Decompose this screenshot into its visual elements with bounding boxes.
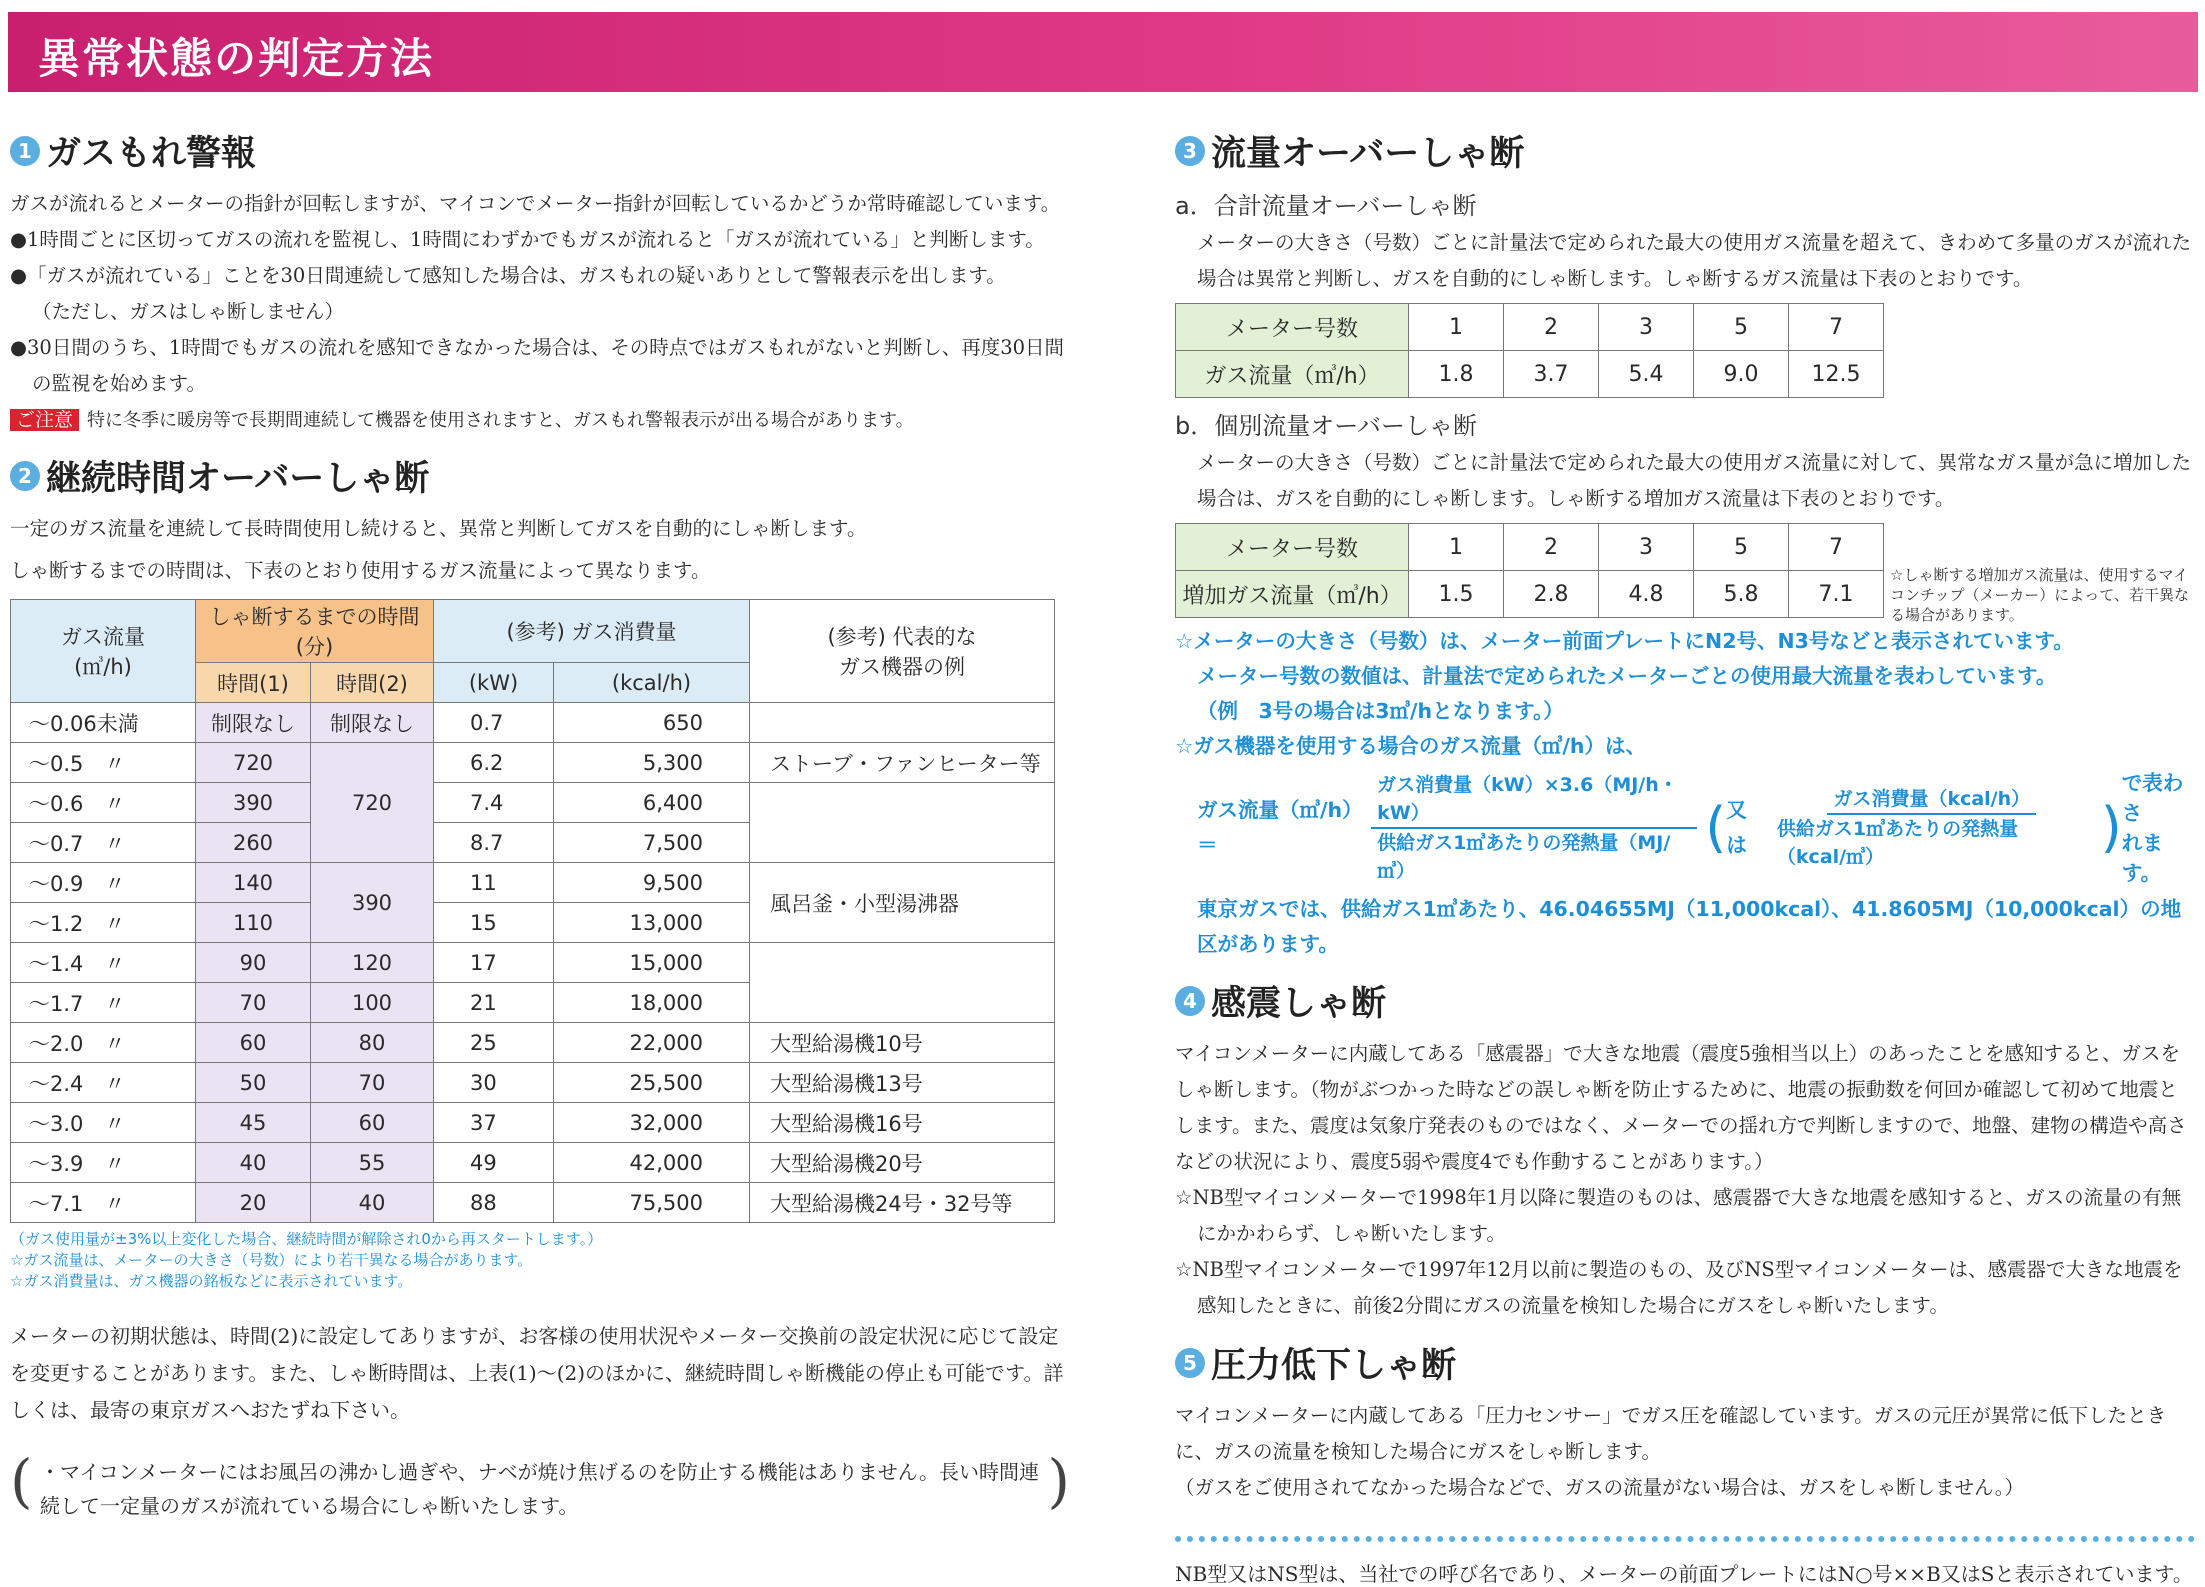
th-app-line1: (参考) 代表的な bbox=[827, 625, 977, 649]
cell-value: 2.8 bbox=[1504, 571, 1599, 618]
sec2-p2: しゃ断するまでの時間は、下表のとおり使用するガス流量によって異なります。 bbox=[10, 559, 711, 582]
cell-size: 3 bbox=[1599, 524, 1694, 571]
cell-size: 7 bbox=[1789, 304, 1884, 351]
th-flow-label: ガス流量 bbox=[61, 625, 145, 649]
th-consume: (参考) ガス消費量 bbox=[434, 600, 750, 663]
cell-kcal: 22,000 bbox=[554, 1023, 750, 1063]
table-row bbox=[11, 863, 1055, 903]
table-row bbox=[11, 1103, 1055, 1143]
caution-text: 特に冬季に暖房等で長期間連続して機器を使用されますと、ガスもれ警報表示が出る場合があります。 bbox=[87, 410, 914, 431]
th-app bbox=[750, 600, 1055, 703]
cell-kcal: 15,000 bbox=[554, 943, 750, 983]
formula-2-numerator: ガス消費量（kcal/h） bbox=[1827, 785, 2036, 815]
cell-flow: ～3.9 〃 bbox=[11, 1143, 196, 1183]
cell-time2: 55 bbox=[311, 1143, 434, 1183]
cell-time2: 制限なし bbox=[311, 703, 434, 743]
cell-app: 大型給湯機20号 bbox=[750, 1143, 1055, 1183]
cell-kcal: 7,500 bbox=[554, 823, 750, 863]
section-5-heading bbox=[1175, 1338, 2195, 1388]
cell-flow: ～0.7 〃 bbox=[11, 823, 196, 863]
table-row bbox=[1176, 571, 1884, 618]
cell-flow: ～7.1 〃 bbox=[11, 1183, 196, 1223]
formula-or: 又は bbox=[1726, 798, 1747, 857]
sec3-b-text: メーターの大きさ（号数）ごとに計量法で定められた最大の使用ガス流量に対して、異常なガス量が急に増加した場合は、ガスを自動的にしゃ断します。しゃ断する増加ガス流量は下表のとおりです。 bbox=[1197, 451, 2192, 510]
number-5-icon: 5 bbox=[1175, 1348, 1205, 1378]
cell-kcal: 75,500 bbox=[554, 1183, 750, 1223]
blue-note-4: ☆ガス機器を使用する場合のガス流量（㎥/h）は、 bbox=[1175, 734, 1646, 758]
cell-value: 12.5 bbox=[1789, 351, 1884, 398]
table-note-1: （ガス使用量が±3%以上変化した場合、継続時間が解除され0から再スタートします。） bbox=[10, 1230, 603, 1248]
section-5-title: 圧力低下しゃ断 bbox=[1211, 1346, 1457, 1386]
th-time2: 時間(2) bbox=[311, 663, 434, 703]
table-row bbox=[11, 1183, 1055, 1223]
cell-flow: ～2.0 〃 bbox=[11, 1023, 196, 1063]
formula-1-denominator: 供給ガス1㎥あたりの発熱量（MJ/㎥） bbox=[1377, 832, 1671, 882]
sec4-star-2: ☆NB型マイコンメーターで1997年12月以前に製造のもの、及びNS型マイコンメーターは、感震器で大きな地震を感知したときに、前後2分間にガスの流量を検知した場合にガスをしゃ断いたします。 bbox=[1175, 1258, 2183, 1317]
section-1-title: ガスもれ警報 bbox=[46, 134, 257, 174]
cell-kw: 17 bbox=[434, 943, 554, 983]
sec1-bullet-2: ●「ガスが流れている」ことを30日間連続して感知した場合は、ガスもれの疑いありとして警報表示を出します。 bbox=[10, 264, 1006, 287]
paren-open: ( bbox=[1705, 796, 1727, 859]
sec1-bullet-2-note: （ただし、ガスはしゃ断しません） bbox=[32, 300, 345, 323]
cell-value: 9.0 bbox=[1694, 351, 1789, 398]
formula-fraction-1 bbox=[1371, 771, 1697, 885]
formula-tail-1: で表わさ bbox=[2121, 771, 2184, 825]
sec1-caution bbox=[10, 402, 1070, 439]
left-column bbox=[10, 120, 1070, 1531]
th-flow-unit: (㎥/h) bbox=[74, 655, 132, 679]
cell-kw: 11 bbox=[434, 863, 554, 903]
formula-lhs: ガス流量（㎥/h）＝ bbox=[1197, 798, 1363, 857]
cell-size: 5 bbox=[1694, 304, 1789, 351]
th-kw: (kW) bbox=[434, 663, 554, 703]
cell-kw: 88 bbox=[434, 1183, 554, 1223]
cell-time1: 制限なし bbox=[196, 703, 311, 743]
table-row bbox=[11, 743, 1055, 783]
cell-size: 1 bbox=[1409, 304, 1504, 351]
section-2-heading bbox=[10, 451, 1070, 501]
cell-size: 2 bbox=[1504, 304, 1599, 351]
cell-kw: 7.4 bbox=[434, 783, 554, 823]
formula-fraction-2 bbox=[1771, 785, 2093, 871]
cell-label: メーター号数 bbox=[1176, 304, 1409, 351]
cell-kw: 25 bbox=[434, 1023, 554, 1063]
section-1-heading bbox=[10, 126, 1070, 176]
table-row bbox=[1176, 351, 1884, 398]
table-row bbox=[11, 783, 1055, 823]
th-flow bbox=[11, 600, 196, 703]
cell-app: 大型給湯機13号 bbox=[750, 1063, 1055, 1103]
cell-app: 大型給湯機16号 bbox=[750, 1103, 1055, 1143]
cell-kcal: 6,400 bbox=[554, 783, 750, 823]
cell-kw: 30 bbox=[434, 1063, 554, 1103]
footer-note: NB型又はNS型は、当社での呼び名であり、メーターの前面プレートにはN○号××B又はSと表示されています。 bbox=[1175, 1536, 2195, 1587]
individual-flow-table bbox=[1175, 523, 1884, 618]
cell-size: 1 bbox=[1409, 524, 1504, 571]
sec2-p1: 一定のガス流量を連続して長時間使用し続けると、異常と判断してガスを自動的にしゃ断します。 bbox=[10, 517, 867, 540]
cell-time1: 40 bbox=[196, 1143, 311, 1183]
sec2-p3: メーターの初期状態は、時間(2)に設定してありますが、お客様の使用状況やメーター交換前の設定状況に応じて設定を変更することがあります。また、しゃ断時間は、上表(1)～(2)のほかに、継続時間しゃ断機能の停止も可能です。詳しくは、最寄の東京ガスへおたずね下さい。 bbox=[10, 1324, 1064, 1422]
number-2-icon: 2 bbox=[10, 461, 40, 491]
cell-app bbox=[750, 943, 1055, 1023]
cell-flow: ～0.06未満 bbox=[11, 703, 196, 743]
formula-2-denominator: 供給ガス1㎥あたりの発熱量（kcal/㎥） bbox=[1776, 818, 2019, 868]
table-row bbox=[11, 1023, 1055, 1063]
section-4-title: 感震しゃ断 bbox=[1211, 984, 1387, 1024]
section-4-heading bbox=[1175, 976, 2195, 1026]
duration-table bbox=[10, 599, 1055, 1223]
table-row bbox=[11, 1063, 1055, 1103]
section-2-title: 継続時間オーバーしゃ断 bbox=[46, 459, 430, 499]
side-note: ☆しゃ断する増加ガス流量は、使用するマイコンチップ（メーカー）によって、若干異なる場合があります。 bbox=[1890, 566, 2189, 624]
cell-app: 大型給湯機24号・32号等 bbox=[750, 1183, 1055, 1223]
cell-value: 5.8 bbox=[1694, 571, 1789, 618]
cell-kcal: 5,300 bbox=[554, 743, 750, 783]
cell-time1: 50 bbox=[196, 1063, 311, 1103]
cell-value: 1.8 bbox=[1409, 351, 1504, 398]
number-1-icon: 1 bbox=[10, 136, 40, 166]
sec3-a-text: メーターの大きさ（号数）ごとに計量法で定められた最大の使用ガス流量を超えて、きわめて多量のガスが流れた場合は異常と判断し、ガスを自動的にしゃ断します。しゃ断するガス流量は下表のとおりです。 bbox=[1197, 231, 2192, 290]
cell-value: 7.1 bbox=[1789, 571, 1884, 618]
cell-time1: 260 bbox=[196, 823, 311, 863]
sec4-star-1: ☆NB型マイコンメーターで1998年1月以降に製造のものは、感震器で大きな地震を感知すると、ガスの流量の有無にかかわらず、しゃ断いたします。 bbox=[1175, 1186, 2182, 1245]
formula-1-numerator: ガス消費量（kW）×3.6（MJ/h・kW） bbox=[1371, 771, 1697, 829]
cell-time2: 70 bbox=[311, 1063, 434, 1103]
number-3-icon: 3 bbox=[1175, 136, 1205, 166]
blue-note-5: 東京ガスでは、供給ガス1㎥あたり、46.04655MJ（11,000kcal）、41.8605MJ（10,000kcal）の地区があります。 bbox=[1197, 897, 2182, 956]
table-note-3: ☆ガス消費量は、ガス機器の銘板などに表示されています。 bbox=[10, 1272, 413, 1290]
cell-size: 2 bbox=[1504, 524, 1599, 571]
cell-value: 5.4 bbox=[1599, 351, 1694, 398]
table-row bbox=[11, 1143, 1055, 1183]
cell-size: 5 bbox=[1694, 524, 1789, 571]
cell-app: ストーブ・ファンヒーター等 bbox=[750, 743, 1055, 783]
section-3-heading bbox=[1175, 126, 2195, 176]
cell-kw: 0.7 bbox=[434, 703, 554, 743]
cell-time1: 110 bbox=[196, 903, 311, 943]
cell-value: 1.5 bbox=[1409, 571, 1504, 618]
right-column bbox=[1175, 120, 2195, 1587]
cell-kw: 8.7 bbox=[434, 823, 554, 863]
sec1-bullet-1: ●1時間ごとに区切ってガスの流れを監視し、1時間にわずかでもガスが流れると「ガスが流れている」と判断します。 bbox=[10, 228, 1045, 251]
th-app-line2: ガス機器の例 bbox=[839, 655, 965, 679]
sec3-b-heading: b．個別流量オーバーしゃ断 bbox=[1175, 412, 1478, 440]
title-banner bbox=[8, 12, 2198, 92]
cell-flow: ～0.9 〃 bbox=[11, 863, 196, 903]
cell-kcal: 13,000 bbox=[554, 903, 750, 943]
cell-kcal: 25,500 bbox=[554, 1063, 750, 1103]
formula-tail bbox=[2122, 768, 2195, 888]
table-note-2: ☆ガス流量は、メーターの大きさ（号数）により若干異なる場合があります。 bbox=[10, 1251, 533, 1269]
cell-time2: 100 bbox=[311, 983, 434, 1023]
sec2-paren-text: ( ・マイコンメーターにはお風呂の沸かし過ぎや、ナベが焼け焦げるのを防止する機能はありません。長い時間連続して一定量のガスが流れている場合にしゃ断いたします。 bbox=[40, 1460, 1039, 1518]
cell-size: 3 bbox=[1599, 304, 1694, 351]
cell-app bbox=[750, 783, 1055, 863]
cell-time2: 40 bbox=[311, 1183, 434, 1223]
cell-time1: 45 bbox=[196, 1103, 311, 1143]
sec5-p1: マイコンメーターに内蔵してある「圧力センサー」でガス圧を確認しています。ガスの元圧が異常に低下したときに、ガスの流量を検知した場合にガスをしゃ断します。 bbox=[1175, 1404, 2167, 1463]
cell-value: 4.8 bbox=[1599, 571, 1694, 618]
cell-time2: 120 bbox=[311, 943, 434, 983]
cell-flow: ～1.7 〃 bbox=[11, 983, 196, 1023]
cell-flow: ～1.4 〃 bbox=[11, 943, 196, 983]
paren-close: ) bbox=[2100, 796, 2122, 859]
sec4-p1: マイコンメーターに内蔵してある「感震器」で大きな地震（震度5強相当以上）のあったことを感知すると、ガスをしゃ断します。（物がぶつかった時などの誤しゃ断を防止するために、地震の振動数を何回か確認して初めて地震とします。また、震度は気象庁発表のものではなく、メーターでの揺れ方で判断しますので、地盤、建物の構造や高さなどの状況により、震度5弱や震度4でも作動することがあります。） bbox=[1175, 1042, 2187, 1173]
formula-tail-2: れます。 bbox=[2121, 831, 2163, 885]
cell-time1: 390 bbox=[196, 783, 311, 823]
cell-kw: 21 bbox=[434, 983, 554, 1023]
table-row bbox=[11, 943, 1055, 983]
cell-app: 風呂釜・小型湯沸器 bbox=[750, 863, 1055, 943]
cell-app bbox=[750, 703, 1055, 743]
th-kcal: (kcal/h) bbox=[554, 663, 750, 703]
cell-label: ガス流量（㎥/h） bbox=[1176, 351, 1409, 398]
cell-time2: 390 bbox=[311, 863, 434, 943]
cell-flow: ～2.4 〃 bbox=[11, 1063, 196, 1103]
sec5-p2: （ガスをご使用されてなかった場合などで、ガスの流量がない場合は、ガスをしゃ断しません。） bbox=[1175, 1476, 2025, 1499]
cell-kw: 6.2 bbox=[434, 743, 554, 783]
table-row bbox=[1176, 524, 1884, 571]
flow-formula bbox=[1197, 768, 2195, 888]
cell-kcal: 32,000 bbox=[554, 1103, 750, 1143]
cell-flow: ～0.5 〃 bbox=[11, 743, 196, 783]
cell-size: 7 bbox=[1789, 524, 1884, 571]
table-row bbox=[1176, 304, 1884, 351]
cell-kw: 15 bbox=[434, 903, 554, 943]
cell-time1: 720 bbox=[196, 743, 311, 783]
section-3-title: 流量オーバーしゃ断 bbox=[1211, 134, 1525, 174]
cell-time1: 20 bbox=[196, 1183, 311, 1223]
cell-time2: 80 bbox=[311, 1023, 434, 1063]
cell-time1: 60 bbox=[196, 1023, 311, 1063]
cell-flow: ～3.0 〃 bbox=[11, 1103, 196, 1143]
cell-label: メーター号数 bbox=[1176, 524, 1409, 571]
cell-kw: 49 bbox=[434, 1143, 554, 1183]
cell-time2: 60 bbox=[311, 1103, 434, 1143]
sec1-bullet-3: ●30日間のうち、1時間でもガスの流れを感知できなかった場合は、その時点ではガスもれがないと判断し、再度30日間の監視を始めます。 bbox=[10, 336, 1065, 395]
cell-time1: 90 bbox=[196, 943, 311, 983]
cell-label: 増加ガス流量（㎥/h） bbox=[1176, 571, 1409, 618]
blue-note-2: メーター号数の数値は、計量法で定められたメーターごとの使用最大流量を表わしています。 bbox=[1197, 664, 2057, 688]
cell-kcal: 650 bbox=[554, 703, 750, 743]
cell-kcal: 18,000 bbox=[554, 983, 750, 1023]
cell-time1: 70 bbox=[196, 983, 311, 1023]
table-row bbox=[11, 703, 1055, 743]
table-notes bbox=[10, 1229, 1070, 1292]
cell-time1: 140 bbox=[196, 863, 311, 903]
cell-kcal: 9,500 bbox=[554, 863, 750, 903]
th-time1: 時間(1) bbox=[196, 663, 311, 703]
caution-badge: ご注意 bbox=[10, 409, 79, 431]
page-title: 異常状態の判定方法 bbox=[38, 34, 435, 83]
cell-app: 大型給湯機10号 bbox=[750, 1023, 1055, 1063]
blue-note-1: ☆メーターの大きさ（号数）は、メーター前面プレートにN2号、N3号などと表示されています。 bbox=[1175, 629, 2074, 653]
number-4-icon: 4 bbox=[1175, 986, 1205, 1016]
total-flow-table bbox=[1175, 303, 1884, 398]
cell-kw: 37 bbox=[434, 1103, 554, 1143]
th-time: しゃ断するまでの時間(分) bbox=[196, 600, 434, 663]
sec1-intro: ガスが流れるとメーターの指針が回転しますが、マイコンでメーター指針が回転しているかどうか常時確認しています。 bbox=[10, 192, 1061, 215]
sec3-blue-notes bbox=[1175, 624, 2195, 962]
cell-time2: 720 bbox=[311, 743, 434, 863]
blue-note-3: （例 3号の場合は3㎥/hとなります。） bbox=[1197, 699, 1564, 723]
cell-flow: ～1.2 〃 bbox=[11, 903, 196, 943]
sec2-paren-note bbox=[10, 1447, 1070, 1531]
cell-flow: ～0.6 〃 bbox=[11, 783, 196, 823]
sec3-a-heading: a．合計流量オーバーしゃ断 bbox=[1175, 192, 1477, 220]
cell-value: 3.7 bbox=[1504, 351, 1599, 398]
cell-kcal: 42,000 bbox=[554, 1143, 750, 1183]
